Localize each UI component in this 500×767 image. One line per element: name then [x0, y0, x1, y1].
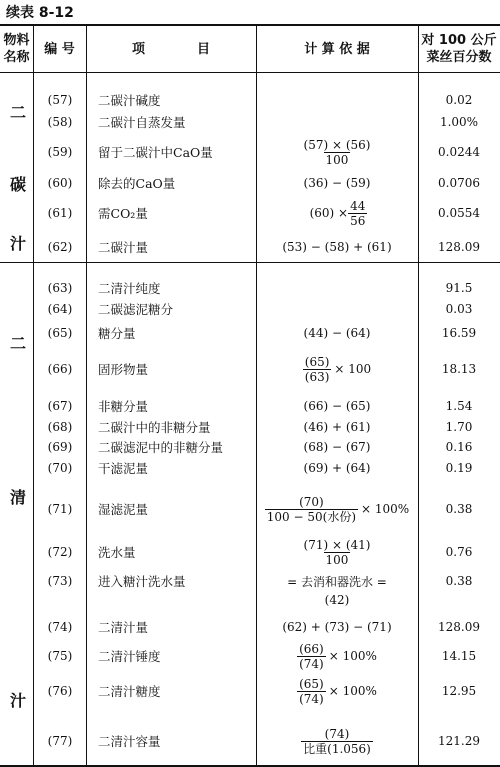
header-value-line1: 对 100 公斤 — [421, 33, 497, 48]
row-basis: (66) − (65) — [303, 399, 371, 413]
row-number: (61) — [47, 206, 73, 220]
row-basis — [259, 196, 415, 230]
header-value-line2: 菜丝百分数 — [426, 50, 492, 65]
row-number: (57) — [47, 93, 73, 107]
row-item: 糖分量 — [98, 326, 136, 341]
fraction-numerator: 44 — [350, 198, 366, 213]
column-divider — [86, 26, 87, 765]
basis-fraction — [297, 642, 326, 671]
basis-fraction — [302, 138, 373, 167]
row-value: 0.0706 — [438, 176, 480, 190]
row-basis: (53) − (58) + (61) — [282, 240, 392, 254]
row-basis: (42) — [324, 593, 350, 607]
header-number: 编 号 — [44, 41, 75, 57]
row-value: 1.70 — [445, 420, 473, 434]
group-label-char: 二 — [9, 103, 26, 122]
row-item: 二清汁糖度 — [98, 684, 161, 699]
row-value: 1.00% — [439, 115, 479, 129]
column-divider — [256, 26, 257, 765]
row-number: (73) — [47, 574, 73, 588]
row-item: 非糖分量 — [98, 399, 149, 414]
row-item: 二清汁容量 — [98, 734, 161, 749]
row-item: 二清汁锤度 — [98, 649, 161, 664]
row-number: (72) — [47, 545, 73, 559]
row-item: 二碳汁碱度 — [98, 93, 161, 108]
row-value: 0.0244 — [438, 145, 480, 159]
header-material-line2: 名称 — [3, 50, 30, 65]
basis-prefix: (60) × — [309, 206, 349, 220]
column-divider — [33, 26, 34, 765]
group-label-char: 碳 — [9, 175, 26, 194]
row-value: 0.03 — [445, 302, 473, 316]
fraction-denominator: 56 — [350, 213, 366, 228]
row-item: 二清汁纯度 — [98, 281, 161, 296]
row-value: 128.09 — [438, 240, 480, 254]
row-number: (69) — [47, 440, 73, 454]
header-divider — [0, 72, 500, 73]
row-number: (70) — [47, 461, 73, 475]
row-item: 二碳汁中的非糖分量 — [98, 420, 211, 435]
fraction-numerator: (71) × (41) — [303, 537, 371, 552]
basis-suffix: × 100% — [328, 649, 377, 663]
header-item: 项 目 — [131, 41, 210, 57]
basis-suffix: × 100 — [334, 362, 372, 376]
row-number: (60) — [47, 176, 73, 190]
row-number: (67) — [47, 399, 73, 413]
row-basis — [259, 492, 415, 526]
row-basis: (62) + (73) − (71) — [282, 620, 392, 634]
row-number: (75) — [47, 649, 73, 663]
row-item: 除去的CaO量 — [98, 176, 176, 191]
row-basis — [259, 278, 415, 298]
fraction-denominator: (74) — [299, 656, 324, 671]
fraction-denominator: 比重(1.056) — [303, 741, 371, 756]
row-item: 二碳汁自蒸发量 — [98, 115, 186, 130]
basis-fraction — [302, 538, 373, 567]
row-value: 0.02 — [445, 93, 473, 107]
row-number: (64) — [47, 302, 73, 316]
column-divider — [418, 26, 419, 765]
row-basis — [259, 535, 415, 569]
table-caption: 续表 8-12 — [6, 5, 74, 21]
row-basis — [259, 352, 415, 386]
row-item: 二碳汁量 — [98, 240, 149, 255]
row-value: 0.0554 — [438, 206, 480, 220]
row-number: (63) — [47, 281, 73, 295]
row-number: (77) — [47, 734, 73, 748]
row-item: 需CO₂量 — [98, 206, 148, 221]
row-item: 二碳滤泥中的非糖分量 — [98, 440, 224, 455]
row-basis: (46) + (61) — [303, 420, 371, 434]
row-basis — [259, 724, 415, 758]
header-material-line1: 物料 — [3, 33, 30, 48]
row-item: 进入糖汁洗水量 — [98, 574, 186, 589]
fraction-denominator: 100 − 50(水份) — [266, 509, 357, 524]
row-value: 18.13 — [441, 362, 477, 376]
row-number: (71) — [47, 502, 73, 516]
row-number: (74) — [47, 620, 73, 634]
fraction-numerator: (65) — [304, 354, 330, 369]
row-value: 121.29 — [438, 734, 480, 748]
row-number: (62) — [47, 240, 73, 254]
row-value: 0.38 — [445, 574, 473, 588]
row-basis — [259, 674, 415, 708]
basis-suffix: × 100% — [328, 684, 377, 698]
row-item: 湿滤泥量 — [98, 502, 149, 517]
group-label-char: 汁 — [9, 234, 26, 253]
fraction-denominator: (74) — [299, 691, 324, 706]
fraction-denominator: 100 — [325, 152, 349, 167]
basis-fraction — [301, 727, 373, 756]
row-basis: (68) − (67) — [303, 440, 371, 454]
group-label-char: 清 — [9, 488, 26, 507]
group-divider — [0, 262, 500, 263]
fraction-numerator: (66) — [299, 641, 324, 656]
row-number: (58) — [47, 115, 73, 129]
row-basis — [259, 90, 415, 110]
row-item: 干滤泥量 — [98, 461, 149, 476]
row-basis — [259, 299, 415, 319]
row-item: 洗水量 — [98, 545, 136, 560]
row-value: 0.38 — [445, 502, 473, 516]
row-value: 14.15 — [441, 649, 477, 663]
row-number: (68) — [47, 420, 73, 434]
row-number: (66) — [47, 362, 73, 376]
row-basis: (69) + (64) — [303, 461, 371, 475]
row-value: 1.54 — [445, 399, 473, 413]
row-number: (65) — [47, 326, 73, 340]
row-basis: = 去消和器洗水 = — [287, 574, 387, 589]
basis-suffix: × 100% — [361, 502, 410, 516]
header-material — [0, 26, 33, 72]
row-value: 12.95 — [441, 684, 477, 698]
group-label-char: 汁 — [9, 691, 26, 710]
fraction-denominator: (63) — [304, 369, 330, 384]
basis-fraction — [265, 495, 358, 524]
group-label-char: 二 — [9, 334, 26, 353]
row-item: 留于二碳汁中CaO量 — [98, 145, 213, 160]
row-item: 二清汁量 — [98, 620, 149, 635]
row-number: (59) — [47, 145, 73, 159]
row-item: 二碳滤泥糖分 — [98, 302, 174, 317]
fraction-numerator: (57) × (56) — [303, 137, 371, 152]
row-value: 16.59 — [441, 326, 477, 340]
row-basis — [259, 639, 415, 673]
fraction-denominator: 100 — [325, 552, 349, 567]
header-value — [418, 26, 500, 72]
fraction-numerator: (70) — [299, 494, 324, 509]
row-basis — [259, 112, 415, 132]
row-basis: (44) − (64) — [303, 326, 371, 340]
row-value: 0.76 — [445, 545, 473, 559]
row-value: 91.5 — [445, 281, 473, 295]
row-basis: (36) − (59) — [303, 176, 371, 190]
basis-fraction — [303, 355, 332, 384]
basis-fraction — [297, 677, 326, 706]
basis-fraction — [348, 199, 367, 228]
fraction-numerator: (65) — [299, 676, 324, 691]
row-value: 128.09 — [438, 620, 480, 634]
row-item: 固形物量 — [98, 362, 149, 377]
row-value: 0.16 — [445, 440, 473, 454]
row-number: (76) — [47, 684, 73, 698]
header-basis: 计 算 依 据 — [304, 41, 370, 57]
fraction-numerator: (74) — [324, 726, 350, 741]
calculation-table — [0, 24, 500, 767]
row-basis — [259, 135, 415, 169]
row-value: 0.19 — [445, 461, 473, 475]
